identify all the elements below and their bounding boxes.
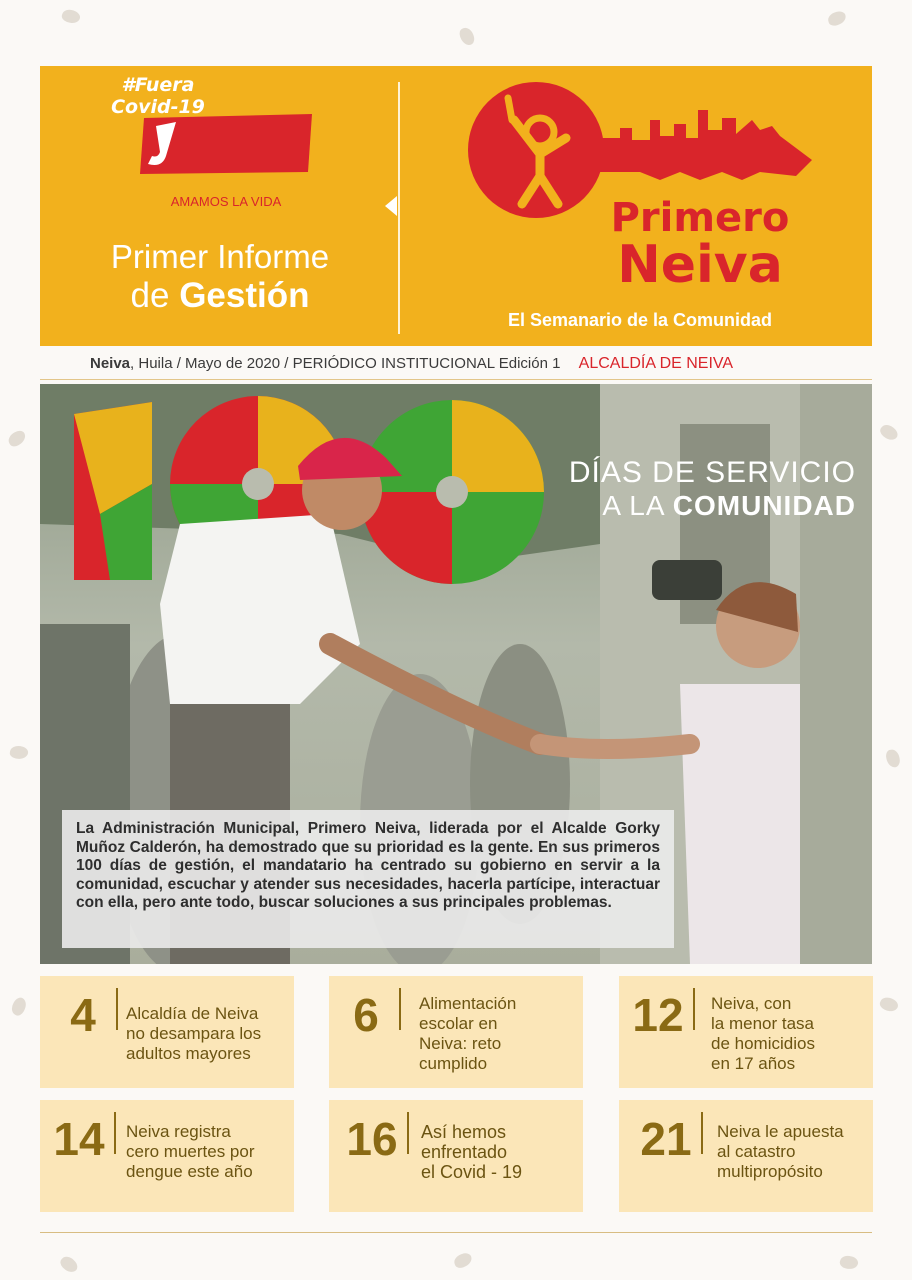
index-headline-line: enfrentado [421, 1142, 508, 1162]
index-headline [717, 1122, 844, 1182]
index-divider [399, 988, 401, 1030]
divider-notch [385, 196, 397, 216]
index-card[interactable] [329, 1100, 583, 1212]
brand-line-2: Neiva [617, 235, 783, 295]
index-headline-line: Neiva, con [711, 994, 792, 1013]
campaign-text [98, 74, 218, 124]
index-headline-line: no desampara los [126, 1024, 262, 1043]
index-headline-line: al catastro [717, 1142, 796, 1161]
index-headline-line: Así hemos [421, 1122, 507, 1142]
hero-heading-bold: COMUNIDAD [672, 490, 856, 521]
index-headline [126, 1122, 255, 1182]
header-divider [398, 82, 400, 334]
dateline-organization: ALCALDÍA DE NEIVA [578, 355, 734, 372]
report-title-de: de [130, 276, 170, 315]
hero-heading [546, 456, 856, 522]
index-headline-line: Alcaldía de Neiva [126, 1004, 259, 1023]
decorative-seed [58, 1254, 80, 1276]
slogan: AMAMOS LA VIDA [170, 194, 282, 209]
index-headline [126, 1004, 261, 1064]
index-headline-line: cumplido [419, 1054, 488, 1073]
index-headline [419, 994, 516, 1074]
decorative-seed [9, 995, 29, 1017]
report-title: Primer Informe [110, 238, 330, 275]
index-card[interactable] [40, 976, 294, 1088]
index-headline-line: cero muertes por [126, 1142, 255, 1161]
masthead [40, 66, 872, 346]
index-page-number: 4 [70, 989, 96, 1041]
index-divider [693, 988, 695, 1030]
index-headline-line: la menor tasa [711, 1014, 814, 1033]
report-title-bold: Gestión [179, 276, 310, 315]
decorative-seed [60, 7, 81, 25]
hero-heading-line2 [546, 490, 856, 522]
index-headline-line: Neiva le apuesta [717, 1122, 844, 1141]
index-headline-line: adultos mayores [126, 1044, 251, 1063]
dateline [40, 348, 872, 380]
index-headline-line: dengue este año [126, 1162, 253, 1181]
dateline-details: , Huila / Mayo de 2020 / PERIÓDICO INSTITUCIONAL Edición 1 [130, 355, 561, 372]
index-headline-line: multipropósito [717, 1162, 823, 1181]
campaign-hashtag: #Fuera [121, 74, 195, 96]
dateline-city: Neiva [90, 355, 131, 372]
index-headline-line: Alimentación [419, 994, 517, 1013]
index-page-number: 14 [53, 1113, 105, 1165]
brand-name [580, 195, 820, 295]
index-headline [711, 994, 815, 1074]
index-divider [116, 988, 118, 1030]
index-card[interactable] [40, 1100, 294, 1212]
hero-caption-box [62, 810, 674, 948]
hero-heading-prefix: A LA [602, 490, 664, 521]
footer-rule [40, 1232, 872, 1233]
index-divider [114, 1112, 116, 1154]
index-headline-line: de homicidios [711, 1034, 815, 1053]
index-card[interactable] [619, 1100, 873, 1212]
decorative-seed [827, 10, 848, 27]
decorative-seed [6, 428, 28, 448]
index-headline-line: el Covid - 19 [421, 1162, 523, 1182]
index-divider [701, 1112, 703, 1154]
hero-caption-text: La Administración Municipal, Primero Neiva, liderada por el Alcalde Gorky Muñoz Calderón, ha demostrado que su prioridad es la gente. En sus primeros 100 días de gestión, el mandatario ha centrado su gobierno en servir a la comunidad, escuchar y atender sus necesidades, hacerla partícipe, interactuar con ella, pero ante todo, buscar soluciones a sus principales problemas. [76, 820, 660, 911]
index-page-number: 21 [640, 1113, 692, 1165]
index-page-number: 12 [632, 989, 684, 1041]
index-headline-line: Neiva registra [126, 1122, 231, 1141]
index-card[interactable] [329, 976, 583, 1088]
decorative-seed [885, 749, 901, 769]
hero-heading-line1: DÍAS DE SERVICIO [568, 456, 856, 489]
index-page-number: 6 [353, 989, 379, 1041]
index-card[interactable] [619, 976, 873, 1088]
hero-photo [40, 384, 872, 964]
index-headline-line: Neiva: reto [419, 1034, 502, 1053]
decorative-seed [878, 995, 900, 1014]
campaign-subject: Covid-19 [111, 96, 205, 118]
report-title-line2 [70, 276, 370, 316]
index-headline-line: escolar en [419, 1014, 498, 1033]
decorative-seed [458, 26, 476, 47]
index-page-number: 16 [346, 1113, 398, 1165]
index-headline [421, 1122, 522, 1182]
index-divider [407, 1112, 409, 1154]
index-headline-line: en 17 años [711, 1054, 796, 1073]
decorative-seed [9, 745, 29, 761]
tagline: El Semanario de la Comunidad [507, 310, 773, 330]
decorative-seed [452, 1251, 473, 1269]
decorative-seed [878, 422, 900, 444]
brand-line-1: Primero [610, 195, 790, 241]
decorative-seed [839, 1254, 860, 1271]
